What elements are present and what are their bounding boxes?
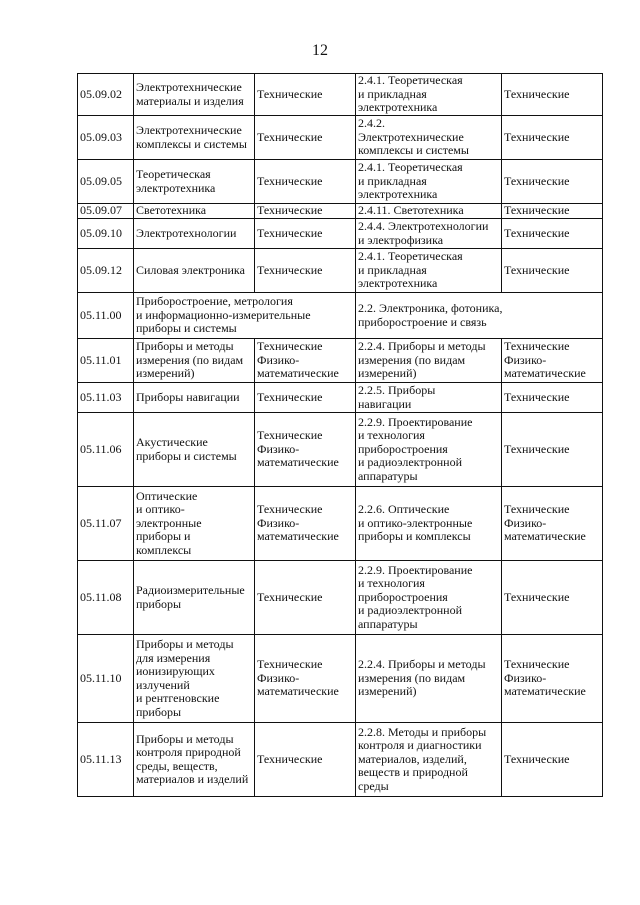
table-row (78, 561, 603, 635)
table-row (78, 723, 603, 797)
science-branch-new: Технические (502, 116, 603, 160)
science-branch: Технические Физико- математические (255, 413, 356, 487)
specialty-code: 05.09.05 (78, 160, 134, 204)
science-branch-new: Технические (502, 383, 603, 413)
scientific-specialty: 2.4.4. Электротехнологии и электрофизика (356, 219, 502, 249)
science-branch: Технические (255, 204, 356, 219)
scientific-specialty: 2.4.1. Теоретическая и прикладная электротехника (356, 249, 502, 293)
specialty-group-name: Приборостроение, метрология и информационно-измерительные приборы и системы (134, 293, 356, 339)
science-branch: Технические (255, 723, 356, 797)
table-row (78, 249, 603, 293)
specialty-code: 05.11.07 (78, 487, 134, 561)
science-branch-new: Технические (502, 723, 603, 797)
table-row (78, 160, 603, 204)
specialty-name: Приборы и методы измерения (по видам измерений) (134, 339, 255, 383)
specialty-code: 05.09.07 (78, 204, 134, 219)
science-branch: Технические Физико- математические (255, 635, 356, 723)
table-row (78, 74, 603, 116)
science-branch-new: Технические (502, 561, 603, 635)
science-branch-new: Технические Физико- математические (502, 339, 603, 383)
table-row (78, 413, 603, 487)
scientific-specialty: 2.4.2. Электротехнические комплексы и системы (356, 116, 502, 160)
scientific-specialty: 2.2.4. Приборы и методы измерения (по видам измерений) (356, 635, 502, 723)
specialty-code: 05.09.12 (78, 249, 134, 293)
table-row (78, 635, 603, 723)
science-branch: Технические (255, 160, 356, 204)
science-branch: Технические Физико- математические (255, 339, 356, 383)
specialty-name: Приборы и методы контроля природной среды, веществ, материалов и изделий (134, 723, 255, 797)
specialty-name: Электротехнические материалы и изделия (134, 74, 255, 116)
table-row (78, 339, 603, 383)
specialty-name: Электротехнические комплексы и системы (134, 116, 255, 160)
table-row (78, 219, 603, 249)
table-row (78, 116, 603, 160)
specialty-code: 05.11.08 (78, 561, 134, 635)
specialties-table (77, 73, 603, 797)
specialty-name: Электротехнологии (134, 219, 255, 249)
specialty-code: 05.11.03 (78, 383, 134, 413)
specialty-name: Теоретическая электротехника (134, 160, 255, 204)
specialty-name: Приборы навигации (134, 383, 255, 413)
science-branch-new: Технические Физико- математические (502, 635, 603, 723)
scientific-specialty: 2.4.1. Теоретическая и прикладная электротехника (356, 74, 502, 116)
science-branch-new: Технические (502, 160, 603, 204)
table-row (78, 383, 603, 413)
specialty-name: Акустические приборы и системы (134, 413, 255, 487)
scientific-specialty: 2.2.5. Приборы навигации (356, 383, 502, 413)
specialty-name: Светотехника (134, 204, 255, 219)
science-branch: Технические (255, 383, 356, 413)
specialty-name: Оптические и оптико- электронные приборы и комплексы (134, 487, 255, 561)
table-row (78, 204, 603, 219)
science-branch-new: Технические (502, 219, 603, 249)
specialty-code: 05.11.10 (78, 635, 134, 723)
science-branch-new: Технические (502, 74, 603, 116)
specialty-code: 05.09.02 (78, 74, 134, 116)
specialty-code: 05.09.03 (78, 116, 134, 160)
scientific-specialty: 2.2.4. Приборы и методы измерения (по видам измерений) (356, 339, 502, 383)
scientific-specialty: 2.2.8. Методы и приборы контроля и диагностики материалов, изделий, веществ и природной среды (356, 723, 502, 797)
table-row (78, 293, 603, 339)
table-row (78, 487, 603, 561)
specialty-name: Силовая электроника (134, 249, 255, 293)
science-branch-new: Технические Физико- математические (502, 487, 603, 561)
scientific-specialty: 2.4.1. Теоретическая и прикладная электротехника (356, 160, 502, 204)
scientific-specialty: 2.2.9. Проектирование и технология приборостроения и радиоэлектронной аппаратуры (356, 413, 502, 487)
specialty-code: 05.11.13 (78, 723, 134, 797)
scientific-group-name: 2.2. Электроника, фотоника, приборостроение и связь (356, 293, 603, 339)
science-branch-new: Технические (502, 204, 603, 219)
specialty-name: Радиоизмерительные приборы (134, 561, 255, 635)
specialty-code: 05.11.01 (78, 339, 134, 383)
science-branch-new: Технические (502, 249, 603, 293)
scientific-specialty: 2.2.6. Оптические и оптико-электронные приборы и комплексы (356, 487, 502, 561)
science-branch: Технические (255, 249, 356, 293)
science-branch: Технические (255, 561, 356, 635)
science-branch: Технические (255, 116, 356, 160)
science-branch-new: Технические (502, 413, 603, 487)
specialty-code: 05.09.10 (78, 219, 134, 249)
scientific-specialty: 2.4.11. Светотехника (356, 204, 502, 219)
specialty-code: 05.11.00 (78, 293, 134, 339)
page-number: 12 (312, 42, 328, 59)
specialty-code: 05.11.06 (78, 413, 134, 487)
science-branch: Технические (255, 219, 356, 249)
science-branch: Технические Физико- математические (255, 487, 356, 561)
specialty-name: Приборы и методы для измерения ионизирующих излучений и рентгеновские приборы (134, 635, 255, 723)
scientific-specialty: 2.2.9. Проектирование и технология приборостроения и радиоэлектронной аппаратуры (356, 561, 502, 635)
science-branch: Технические (255, 74, 356, 116)
